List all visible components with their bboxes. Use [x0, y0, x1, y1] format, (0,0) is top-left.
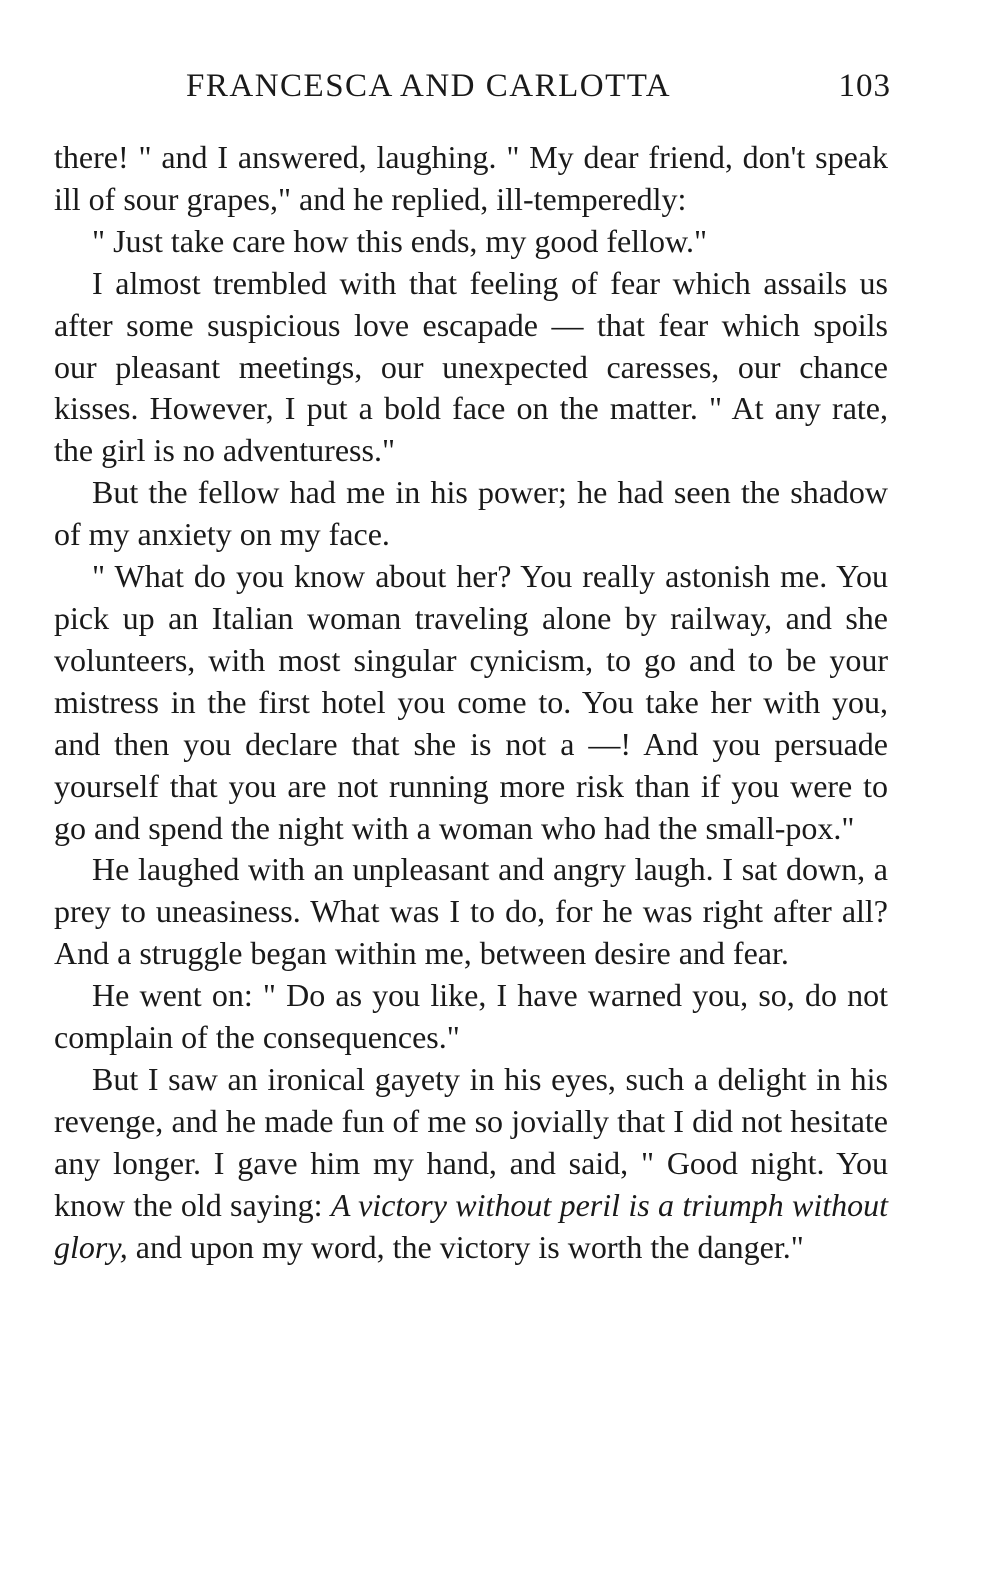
- page-number: 103: [838, 68, 891, 104]
- page-header: [186, 64, 891, 108]
- paragraph-4: But the fellow had me in his power; he had seen the shadow of my anxiety on my face.: [54, 474, 888, 553]
- paragraph-8-text-after: and upon my word, the victory is worth the danger.": [127, 1228, 804, 1265]
- paragraph-8: [54, 1059, 888, 1269]
- body-text: [54, 137, 888, 1268]
- paragraph-8-text-before: But I saw an ironical gayety in his eyes, such a delight in his revenge, and he made fun of me so jovially that I did not hesitate any longer. I gave him my hand, and said, " Good night. You know the old saying:: [54, 1060, 888, 1223]
- running-title: FRANCESCA AND CARLOTTA: [186, 68, 672, 104]
- italic-saying: A victory without peril is a triumph without glory,: [54, 1186, 889, 1265]
- paragraph-6: He laughed with an unpleasant and angry laugh. I sat down, a prey to uneasiness. What was I to do, for he was right after all? And a struggle began within me, between desire and fear.: [54, 851, 888, 972]
- paragraph-5: " What do you know about her? You really astonish me. You pick up an Italian woman traveling alone by railway, and she volunteers, with most singular cynicism, to go and to be your mistress in the first hotel you come to. You take her with you, and then you declare that she is not a —! And you persuade yourself that you are not running more risk than if you were to go and spend the night with a woman who had the small-pox.": [54, 558, 888, 846]
- paragraph-2: " Just take care how this ends, my good fellow.": [92, 222, 708, 259]
- paragraph-3: I almost trembled with that feeling of fear which assails us after some suspicious love escapade — that fear which spoils our pleasant meetings, our unexpected caresses, our chance kisses. However, I put a bold face on the matter. " At any rate, the girl is no adventuress.": [54, 264, 888, 469]
- paragraph-1: there! " and I answered, laughing. " My dear friend, don't speak ill of sour grapes," and he replied, ill-temperedly:: [54, 139, 888, 217]
- paragraph-7: He went on: " Do as you like, I have warned you, so, do not complain of the consequences.": [54, 977, 888, 1056]
